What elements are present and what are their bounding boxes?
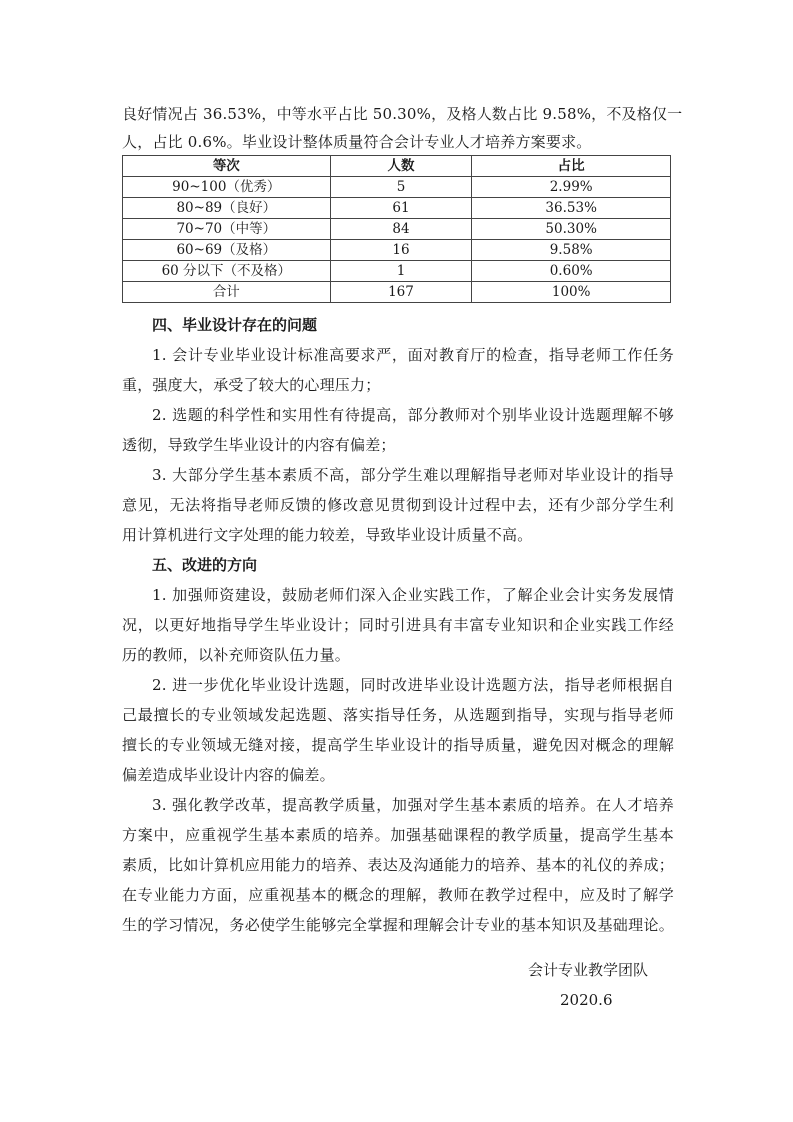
paragraph-line: 素质，比如计算机应用能力的培养、表达及沟通能力的培养、基本的礼仪的养成； [122,856,674,874]
cell-ratio: 2.99% [472,177,671,198]
cell-level: 60~69（及格） [123,240,331,261]
cell-ratio: 36.53% [472,198,671,219]
paragraph-line: 1. 会计专业毕业设计标准高要求严，面对教育厅的检查，指导老师工作任务 [152,346,674,364]
cell-count: 16 [330,240,472,261]
paragraph-line: 偏差造成毕业设计内容的偏差。 [122,766,335,784]
cell-ratio: 50.30% [472,219,671,240]
paragraph-line: 1. 加强师资建设，鼓励老师们深入企业实践工作，了解企业会计实务发展情 [152,586,674,604]
table-row [123,177,671,198]
paragraph-line: 重，强度大，承受了较大的心理压力； [122,376,381,394]
paragraph-line: 在专业能力方面，应重视基本的概念的理解，教师在教学过程中，应及时了解学 [122,886,674,904]
cell-level: 60 分以下（不及格） [123,261,331,282]
cell-level: 合计 [123,282,331,303]
paragraph-line: 透彻，导致学生毕业设计的内容有偏差； [122,436,396,454]
cell-ratio: 100% [472,282,671,303]
cell-count: 167 [330,282,472,303]
cell-count: 61 [330,198,472,219]
paragraph-line: 用计算机进行文字处理的能力较差，导致毕业设计质量不高。 [122,526,533,544]
cell-ratio: 9.58% [472,240,671,261]
paragraph-line: 2. 选题的科学性和实用性有待提高，部分教师对个别毕业设计选题理解不够 [152,406,674,424]
intro-line: 良好情况占 36.53%，中等水平占比 50.30%，及格人数占比 9.58%，不及格仅一 [122,105,683,123]
section-heading-improvements: 五、改进的方向 [152,556,258,574]
column-header-ratio: 占比 [472,156,671,177]
section-heading-problems: 四、毕业设计存在的问题 [152,316,318,334]
paragraph-line: 3. 大部分学生基本素质不高，部分学生难以理解指导老师对毕业设计的指导 [152,466,674,484]
column-header-level: 等次 [123,156,331,177]
signature-team: 会计专业教学团队 [528,961,649,979]
table-row [123,219,671,240]
cell-count: 5 [330,177,472,198]
signature-date: 2020.6 [560,991,613,1009]
cell-level: 90~100（优秀） [123,177,331,198]
paragraph-line: 己最擅长的专业领域发起选题、落实指导任务，从选题到指导，实现与指导老师 [122,706,674,724]
paragraph-line: 况，以更好地指导学生毕业设计；同时引进具有丰富专业知识和企业实践工作经 [122,616,674,634]
table-total-row [123,282,671,303]
paragraph-line: 意见，无法将指导老师反馈的修改意见贯彻到设计过程中去，还有少部分学生利 [122,496,674,514]
paragraph-line: 方案中，应重视学生基本素质的培养。加强基础课程的教学质量，提高学生基本 [122,826,674,844]
intro-line: 人，占比 0.6%。毕业设计整体质量符合会计专业人才培养方案要求。 [122,133,592,151]
table-row [123,240,671,261]
table-row [123,261,671,282]
paragraph-line: 生的学习情况，务必使学生能够完全掌握和理解会计专业的基本知识及基础理论。 [122,916,674,934]
table-header-row [123,156,671,177]
cell-ratio: 0.60% [472,261,671,282]
paragraph-line: 3. 强化教学改革，提高教学质量，加强对学生基本素质的培养。在人才培养 [152,796,674,814]
cell-count: 1 [330,261,472,282]
paragraph-line: 擅长的专业领域无缝对接，提高学生毕业设计的指导质量，避免因对概念的理解 [122,736,674,754]
grade-distribution-table [122,155,671,303]
paragraph-line: 历的教师，以补充师资队伍力量。 [122,646,351,664]
cell-level: 80~89（良好） [123,198,331,219]
table-row [123,198,671,219]
paragraph-line: 2. 进一步优化毕业设计选题，同时改进毕业设计选题方法，指导老师根据自 [152,676,674,694]
column-header-count: 人数 [330,156,472,177]
cell-level: 70~70（中等） [123,219,331,240]
cell-count: 84 [330,219,472,240]
